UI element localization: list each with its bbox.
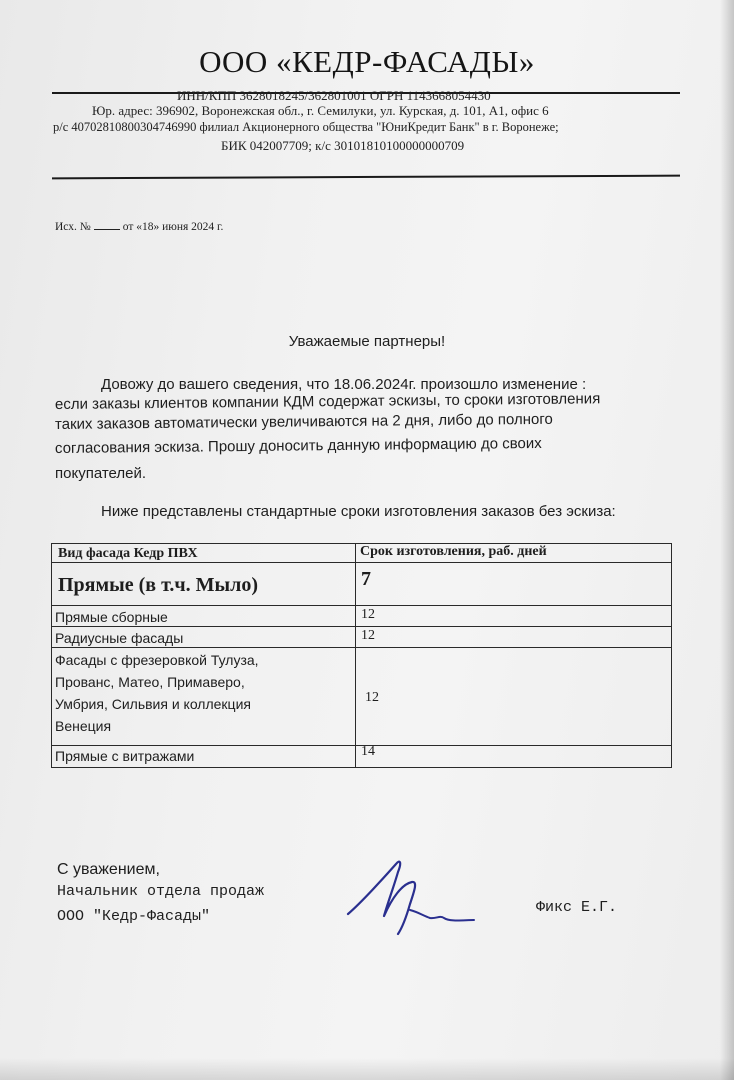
table-border-right bbox=[671, 543, 672, 768]
handwritten-signature bbox=[340, 852, 490, 942]
paragraph-1-line-1: Довожу до вашего сведения, что 18.06.2024г. произошло изменение : bbox=[101, 376, 587, 393]
production-terms-table bbox=[51, 543, 672, 769]
table-border-bottom bbox=[51, 767, 672, 768]
page-shadow-bottom bbox=[0, 1058, 734, 1080]
paragraph-2: Ниже представлены стандартные сроки изготовления заказов без эскиза: bbox=[101, 503, 616, 520]
requisites-line-4: БИК 042007709; к/с 30101810100000000709 bbox=[221, 138, 465, 153]
table-column-divider bbox=[355, 543, 356, 768]
paragraph-1-line-5: покупателей. bbox=[55, 465, 147, 482]
requisites-line-2: Юр. адрес: 396902, Воронежская обл., г. Семилуки, ул. Курская, д. 101, А1, офис 6 bbox=[92, 103, 549, 118]
outgoing-prefix: Исх. № bbox=[55, 221, 91, 233]
signer-company: ООО "Кедр-Фасады" bbox=[57, 908, 211, 925]
table-row-divider bbox=[51, 605, 672, 606]
table-cell-type: Венеция bbox=[55, 718, 112, 734]
table-cell-days: 12 bbox=[361, 628, 375, 643]
table-cell-days: 7 bbox=[361, 568, 371, 590]
table-cell-days: 14 bbox=[361, 744, 375, 759]
table-cell-type: Прямые с витражами bbox=[55, 748, 195, 764]
requisites-line-1: ИНН/КПП 3628018245/362801001 ОГРН 1143668054430 bbox=[177, 88, 491, 103]
requisites-line-3: р/с 40702810800304746990 филиал Акционерного общества "ЮниКредит Банк" в г. Воронеже; bbox=[53, 120, 559, 134]
outgoing-number bbox=[55, 221, 223, 233]
table-row-divider bbox=[51, 647, 672, 648]
table-cell-days: 12 bbox=[361, 607, 375, 622]
company-name: ООО «КЕДР-ФАСАДЫ» bbox=[199, 44, 535, 79]
paragraph-1-line-3: таких заказов автоматически увеличиваются на 2 дня, либо до полного bbox=[54, 410, 553, 433]
table-cell-type: Прованс, Матео, Примаверо, bbox=[55, 674, 245, 690]
page-shadow-right bbox=[720, 0, 734, 1080]
table-cell-type: Прямые сборные bbox=[55, 609, 168, 625]
table-cell-type: Умбрия, Сильвия и коллекция bbox=[55, 696, 251, 712]
table-cell-days: 12 bbox=[365, 690, 379, 705]
table-cell-type: Радиусные фасады bbox=[55, 630, 184, 646]
signer-name: Фикс Е.Г. bbox=[536, 899, 618, 916]
paragraph-1-line-2: если заказы клиентов компании КДМ содержат эскизы, то сроки изготовления bbox=[54, 390, 601, 413]
table-row-divider bbox=[51, 626, 672, 627]
table-border-left bbox=[51, 543, 52, 768]
paragraph-1-line-4: согласования эскиза. Прошу доносить данную информацию до своих bbox=[54, 434, 542, 457]
table-row-divider bbox=[51, 562, 672, 563]
table-header-type: Вид фасада Кедр ПВХ bbox=[58, 546, 198, 561]
table-cell-type: Прямые (в т.ч. Мыло) bbox=[58, 574, 259, 596]
header-rule-bottom bbox=[52, 175, 680, 180]
table-header-days: Срок изготовления, раб. дней bbox=[360, 544, 547, 559]
outgoing-number-blank bbox=[94, 229, 120, 230]
table-cell-type: Фасады с фрезеровкой Тулуза, bbox=[55, 652, 259, 668]
signer-position: Начальник отдела продаж bbox=[57, 883, 265, 900]
closing-text: С уважением, bbox=[57, 861, 160, 878]
greeting: Уважаемые партнеры! bbox=[288, 333, 446, 350]
outgoing-date: от «18» июня 2024 г. bbox=[122, 221, 224, 233]
